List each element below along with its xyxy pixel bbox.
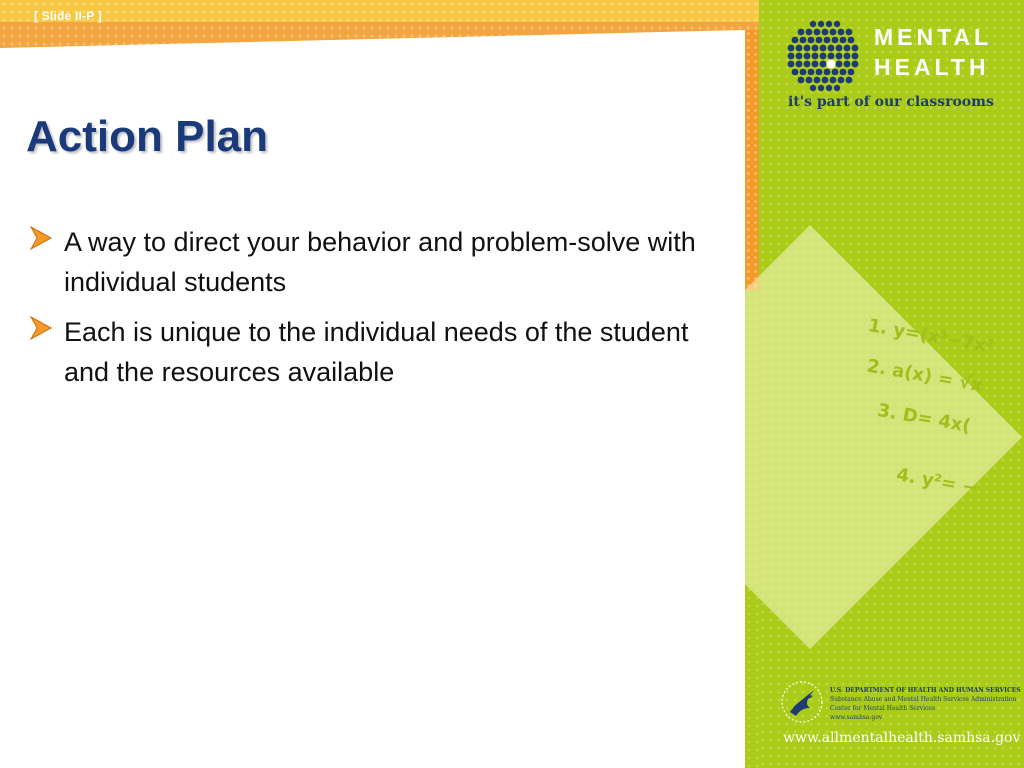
hhs-line-3: Center for Mental Health Services <box>830 705 936 712</box>
bullet-text: A way to direct your behavior and problem-solve with individual students <box>64 227 696 297</box>
footer-url: www.allmentalhealth.samhsa.gov <box>783 730 1021 746</box>
math-note-1: 1. y=(x³−7x² <box>866 315 996 358</box>
hhs-line-1: U.S. DEPARTMENT OF HEALTH AND HUMAN SERVICES <box>830 687 1021 694</box>
mental-health-logo <box>784 16 1014 116</box>
bullet-item <box>28 312 728 392</box>
math-note-4: 4. y²= − <box>894 464 979 500</box>
orange-edge-strip <box>745 30 759 290</box>
arrow-bullet-icon <box>28 225 54 251</box>
bullet-text: Each is unique to the individual needs of the student and the resources available <box>64 317 689 387</box>
math-note-2: 2. a(x) = √x <box>865 355 985 397</box>
math-note-3: 3. D= 4x( <box>875 399 973 437</box>
slide-title: Action Plan <box>26 112 269 161</box>
hhs-line-4: www.samhsa.gov <box>830 714 883 721</box>
bullet-list <box>28 222 728 402</box>
logo-word-health: HEALTH <box>874 54 990 80</box>
hhs-eagle-icon <box>780 678 824 726</box>
slide-id-label: [ Slide II-P ] <box>34 9 102 23</box>
math-notes <box>835 315 1024 540</box>
logo-tagline: it's part of our classrooms <box>788 94 994 110</box>
hhs-seal-block <box>780 676 1024 732</box>
dot-grid-icon <box>786 20 864 92</box>
bullet-item <box>28 222 728 302</box>
hhs-line-2: Substance Abuse and Mental Health Services Administration <box>830 696 1017 703</box>
hhs-text <box>830 686 1021 722</box>
arrow-bullet-icon <box>28 315 54 341</box>
logo-word-mental: MENTAL <box>874 24 993 50</box>
top-yellow-strip <box>0 0 760 22</box>
